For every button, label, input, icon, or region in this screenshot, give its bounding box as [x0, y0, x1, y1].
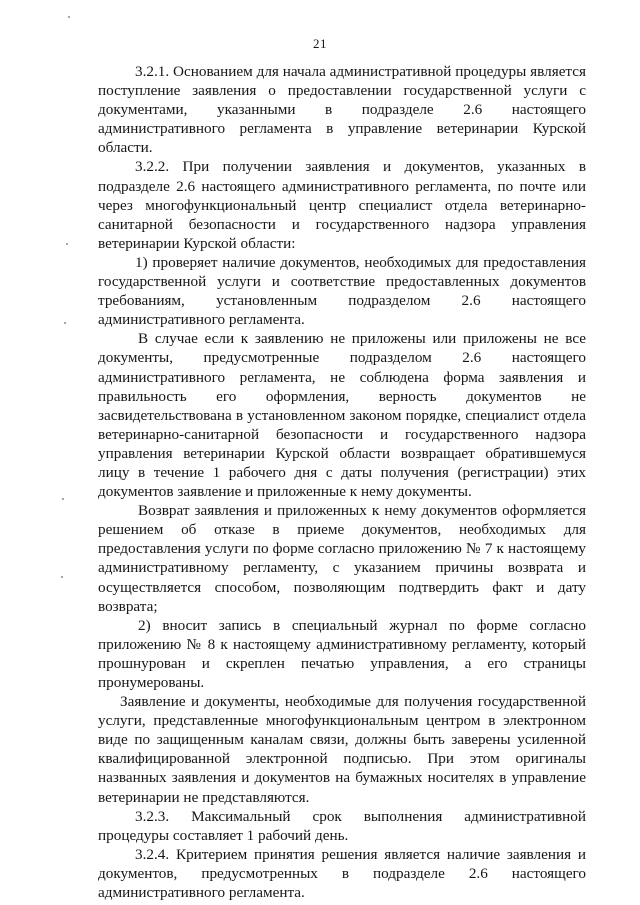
scan-speck — [64, 322, 66, 324]
paragraph-return-of-documents: Возврат заявления и приложенных к нему документов оформляется решением об отказе в приеме документов, необходимых для предоставления услуги по форме согласно приложению № 7 к настоящему административному регламенту, с указанием причины возврата и осуществляется способом, позволяющим подтвердить факт и дату возврата; — [98, 502, 586, 615]
paragraph-3-2-3: 3.2.3. Максимальный срок выполнения административной процедуры составляет 1 рабочий день. — [98, 807, 586, 844]
scan-speck — [62, 498, 64, 500]
paragraph-3-2-1: 3.2.1. Основанием для начала административной процедуры является поступление заявления о предоставлении государственной услуги с документами, указанными в подразделе 2.6 настоящего административного регламента в управление ветеринарии Курской области. — [98, 63, 586, 157]
paragraph-item-1: 1) проверяет наличие документов, необходимых для предоставления государственной услуги и соответствие предоставленных документов требованиям, установленным подразделом 2.6 настоящего административного регламента. — [98, 253, 586, 329]
page-number: 21 — [313, 36, 327, 51]
document-body — [98, 62, 586, 902]
paragraph-item-2: 2) вносит запись в специальный журнал по форме согласно приложению № 8 к настоящему административному регламенту, который прошнурован и скреплен печатью управления, а его страницы пронумерованы. — [98, 616, 586, 691]
scan-speck — [68, 16, 70, 18]
paragraph-3-2-4: 3.2.4. Критерием принятия решения является наличие заявления и документов, предусмотренных в подразделе 2.6 настоящего административного регламента. — [98, 845, 586, 902]
scan-speck — [61, 576, 63, 578]
scan-speck — [66, 243, 68, 245]
paragraph-electronic-documents: Заявление и документы, необходимые для получения государственной услуги, представленные многофункциональным центром в электронном виде по защищенным каналам связи, должны быть заверены усиленной квалифицированной электронной подписью. При этом оригиналы названных заявления и документов на бумажных носителях в управление ветеринарии не представляются. — [98, 693, 586, 806]
paragraph-missing-documents: В случае если к заявлению не приложены или приложены не все документы, предусмотренные подразделом 2.6 настоящего административного регламента, не соблюдена форма заявления и правильность его оформления, верность документов не засвидетельствована в установленном законом порядке, специалист отдела ветеринарно-санитарной безопасности и государственного надзора управления ветеринарии Курской области возвращает обратившемуся лицу в течение 1 рабочего дня с даты получения (регистрации) этих документов заявление и приложенные к нему документы. — [98, 330, 586, 501]
paragraph-3-2-2: 3.2.2. При получении заявления и документов, указанных в подразделе 2.6 настоящего административного регламента, по почте или через многофункциональный центр специалист отдела ветеринарно-санитарной безопасности и государственного надзора управления ветеринарии Курской области: — [98, 158, 586, 252]
